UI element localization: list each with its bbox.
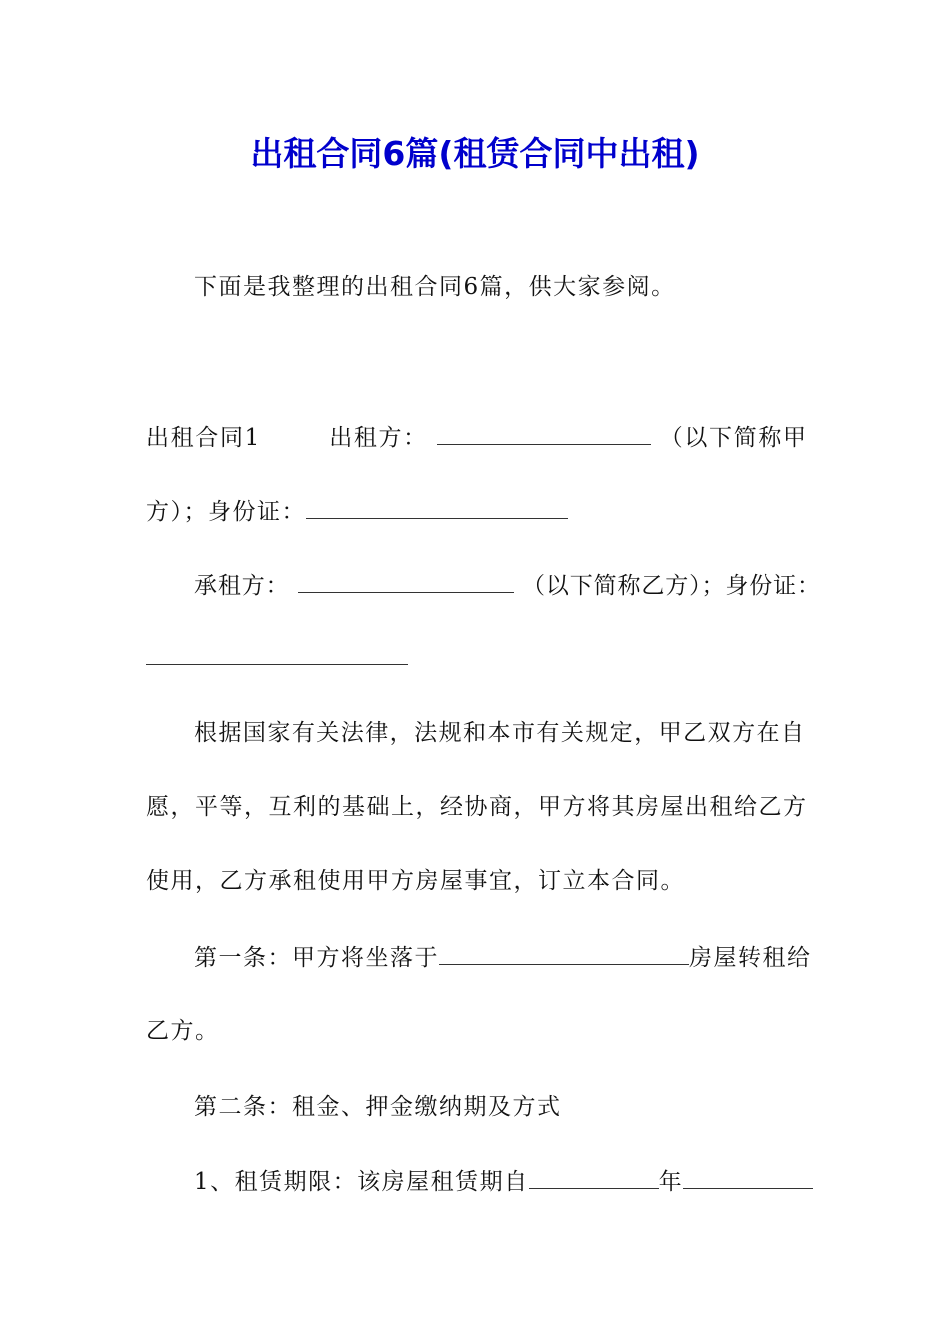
lessee-line bbox=[194, 568, 820, 603]
lessor-line bbox=[146, 420, 806, 455]
para1-line2: 愿，平等，互利的基础上，经协商，甲方将其房屋出租给乙方 bbox=[146, 794, 806, 820]
item1-line bbox=[194, 1164, 813, 1199]
lessor-label: 出租方： bbox=[329, 425, 428, 451]
article1-line bbox=[194, 940, 812, 975]
item1-start-year-blank bbox=[529, 1164, 659, 1189]
para1-line3: 使用，乙方承租使用甲方房屋事宜，订立本合同。 bbox=[146, 868, 685, 894]
lessor-id-label: 方）；身份证： bbox=[146, 499, 306, 525]
lessor-suffix: （以下简称甲 bbox=[659, 425, 807, 451]
article1-line2: 乙方。 bbox=[146, 1018, 220, 1044]
lessee-id-blank bbox=[146, 640, 408, 665]
article1-prefix: 第一条：甲方将坐落于 bbox=[194, 945, 439, 971]
document-title: 出租合同6篇(租赁合同中出租) bbox=[250, 134, 700, 173]
item1-prefix: 1、租赁期限：该房屋租赁期自 bbox=[194, 1169, 529, 1195]
lessee-label: 承租方： bbox=[194, 573, 290, 599]
lessee-id-line bbox=[146, 640, 408, 675]
lessee-name-blank bbox=[298, 568, 514, 593]
intro-paragraph: 下面是我整理的出租合同6篇，供大家参阅。 bbox=[194, 274, 676, 300]
lessor-id-line bbox=[146, 494, 568, 529]
lessor-name-blank bbox=[437, 420, 651, 445]
article1-suffix: 房屋转租给 bbox=[689, 945, 812, 971]
lessee-suffix: （以下简称乙方）；身份证： bbox=[521, 573, 821, 599]
lessor-id-blank bbox=[306, 494, 568, 519]
item1-year-label: 年 bbox=[658, 1169, 684, 1195]
article2-heading: 第二条：租金、押金缴纳期及方式 bbox=[194, 1094, 562, 1120]
item1-start-month-blank bbox=[683, 1164, 813, 1189]
section-heading: 出租合同1 bbox=[146, 425, 260, 451]
article1-address-blank bbox=[439, 940, 689, 965]
para1-line1: 根据国家有关法律，法规和本市有关规定，甲乙双方在自 bbox=[194, 720, 804, 746]
